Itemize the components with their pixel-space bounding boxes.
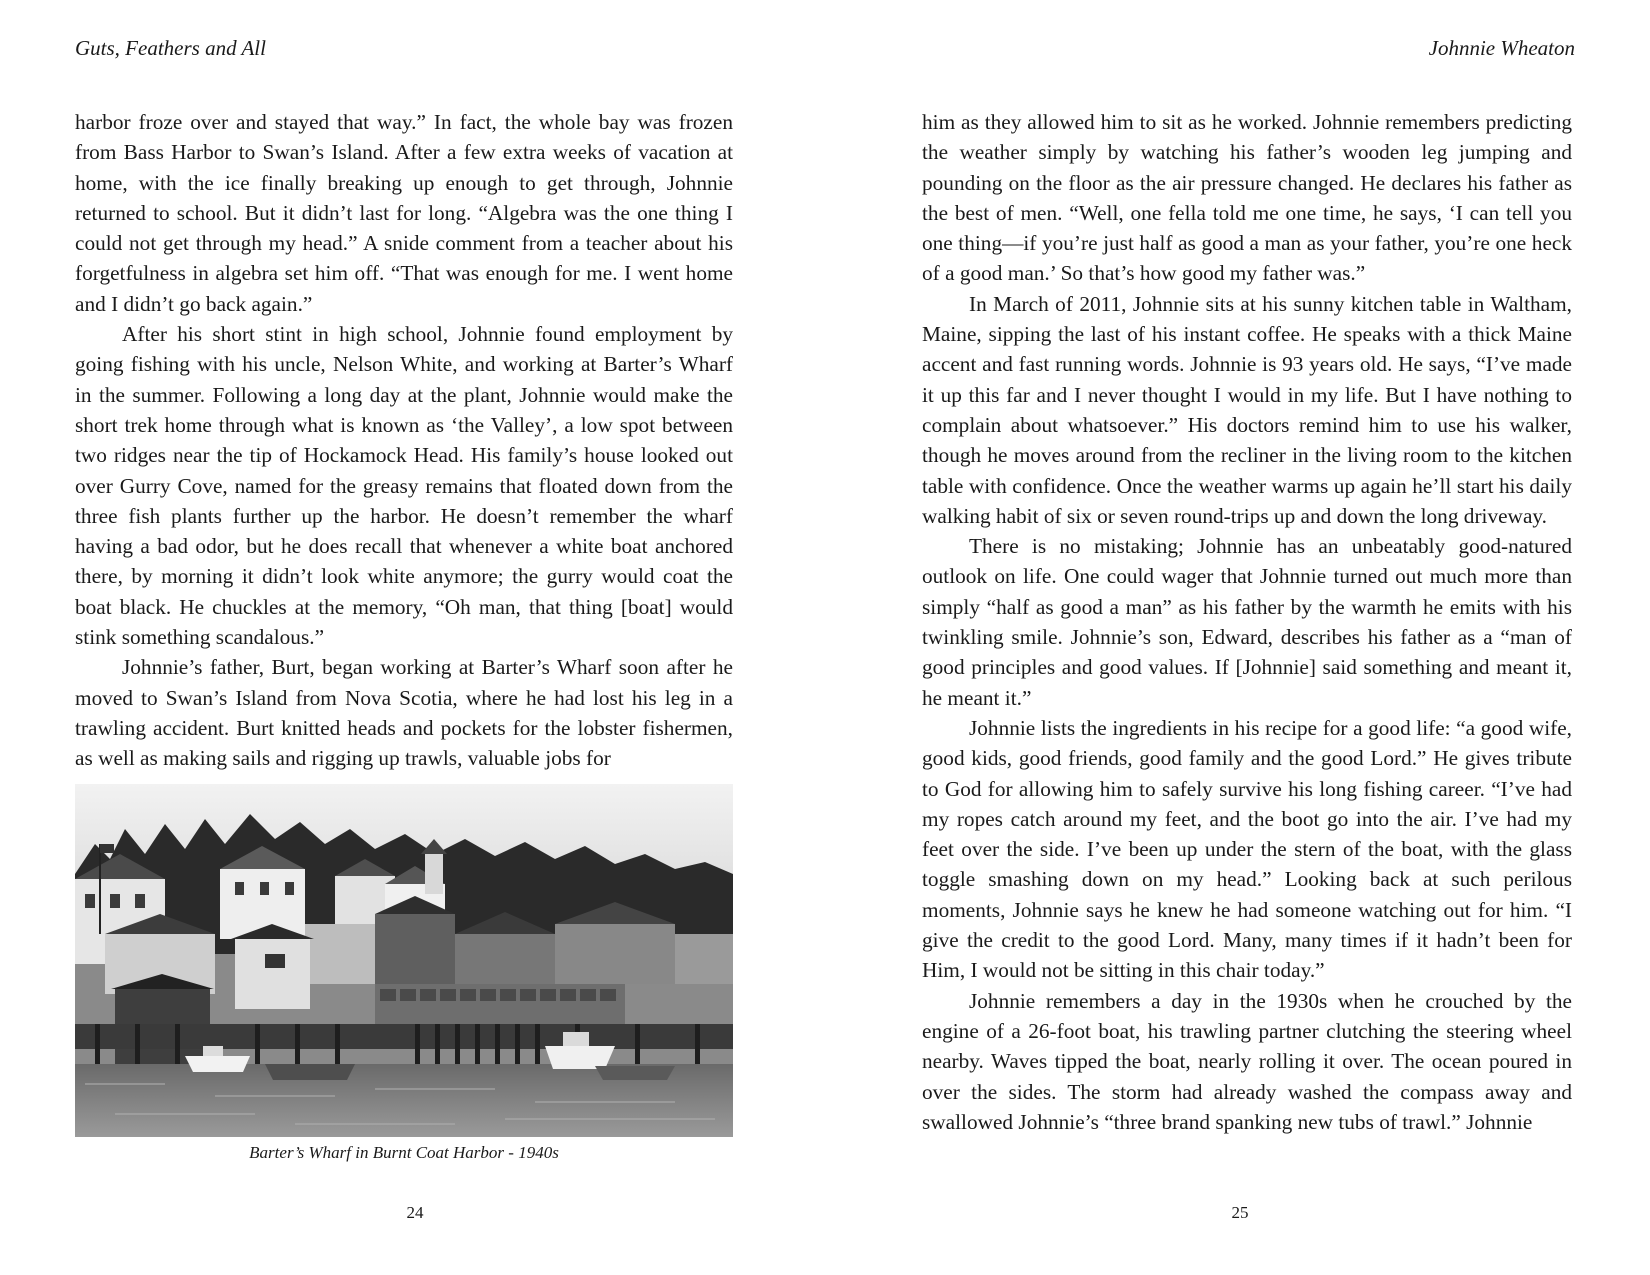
left-body-text — [75, 107, 733, 774]
paragraph: There is no mistaking; Johnnie has an unbeatably good-natured outlook on life. One could wager that Johnnie turned out much more than simply “half as good a man” as his father by the warmth he emits with his twinkling smile. Johnnie’s son, Edward, describes his father as a “man of good principles and good values. If [Johnnie] said something and meant it, he meant it.” — [922, 534, 1572, 710]
right-body-text — [922, 107, 1572, 1137]
paragraph: In March of 2011, Johnnie sits at his sunny kitchen table in Waltham, Maine, sipping the last of his instant coffee. He speaks with a thick Maine accent and fast running words. Johnnie is 93 years old. He says, “I’ve made it up this far and I never thought I would in my life. But I have nothing to complain about whatsoever.” His doctors remind him to use his walker, though he moves around from the recliner in the living room to the kitchen table with confidence. Once the weather warms up again he’ll start his daily walking habit of six or seven round-trips up and down the long driveway. — [922, 291, 1572, 528]
page-number: 24 — [406, 1203, 424, 1222]
wharf-photo-image — [75, 784, 733, 1137]
running-head-chapter-title: Johnnie Wheaton — [1428, 36, 1575, 60]
page-number: 25 — [1231, 1203, 1249, 1222]
running-head-book-title: Guts, Feathers and All — [75, 36, 266, 60]
figure-caption: Barter’s Wharf in Burnt Coat Harbor - 1940s — [249, 1143, 559, 1162]
paragraph: Johnnie lists the ingredients in his recipe for a good life: “a good wife, good kids, good friends, good family and the good Lord.” He gives tribute to God for allowing him to safely survive his long fishing career. “I’ve had my ropes catch around my feet, and the boot go into the air. I’ve had my feet over the side. I’ve been up under the stern of the boat, with the glass toggle smashing down on my head.” Looking back at such perilous moments, Johnnie says he knew he had someone watching out for him. “I give the credit to the good Lord. Many, many times if it hadn’t been for Him, I would not be sitting in this chair today.” — [922, 715, 1572, 983]
paragraph: Johnnie remembers a day in the 1930s when he crouched by the engine of a 26-foot boat, his trawling partner clutching the steering wheel nearby. Waves tipped the boat, nearly rolling it over. The ocean poured in over the sides. The storm had already washed the compass away and swallowed Johnnie’s “three brand spanking new tubs of trawl.” Johnnie — [922, 988, 1572, 1134]
wharf-photograph — [75, 784, 733, 1137]
right-page — [825, 0, 1650, 1275]
paragraph: After his short stint in high school, Johnnie found employment by going fishing with his uncle, Nelson White, and working at Barter’s Wharf in the summer. Following a long day at the plant, Johnnie would make the short trek home through what is known as ‘the Valley’, a low spot between two ridges near the tip of Hockamock Head. His family’s house looked out over Gurry Cove, named for the greasy remains that floated down from the three fish plants further up the harbor. He doesn’t remember the wharf having a bad odor, but he does recall that whenever a white boat anchored there, by morning it didn’t look white anymore; the gurry would coat the boat black. He chuckles at the memory, “Oh man, that thing [boat] would stink something scandalous.” — [75, 322, 733, 650]
paragraph: Johnnie’s father, Burt, began working at Barter’s Wharf soon after he moved to Swan’s Island from Nova Scotia, where he had lost his leg in a trawling accident. Burt knitted heads and pockets for the lobster fishermen, as well as making sails and rigging up trawls, valuable jobs for — [75, 655, 733, 771]
paragraph: him as they allowed him to sit as he worked. Johnnie remembers predicting the weather simply by watching his father’s wooden leg jumping and pounding on the floor as the air pressure changed. He declares his father as the best of men. “Well, one fella told me one time, he says, ‘I can tell you one thing—if you’re just half as good a man as your father, you’re one heck of a good man.’ So that’s how good my father was.” — [922, 110, 1572, 286]
paragraph: harbor froze over and stayed that way.” In fact, the whole bay was frozen from Bass Harbor to Swan’s Island. After a few extra weeks of vacation at home, with the ice finally breaking up enough to get through, Johnnie returned to school. But it didn’t last for long. “Algebra was the one thing I could not get through my head.” A snide comment from a teacher about his forgetfulness in algebra set him off. “That was enough for me. I went home and I didn’t go back again.” — [75, 110, 733, 316]
